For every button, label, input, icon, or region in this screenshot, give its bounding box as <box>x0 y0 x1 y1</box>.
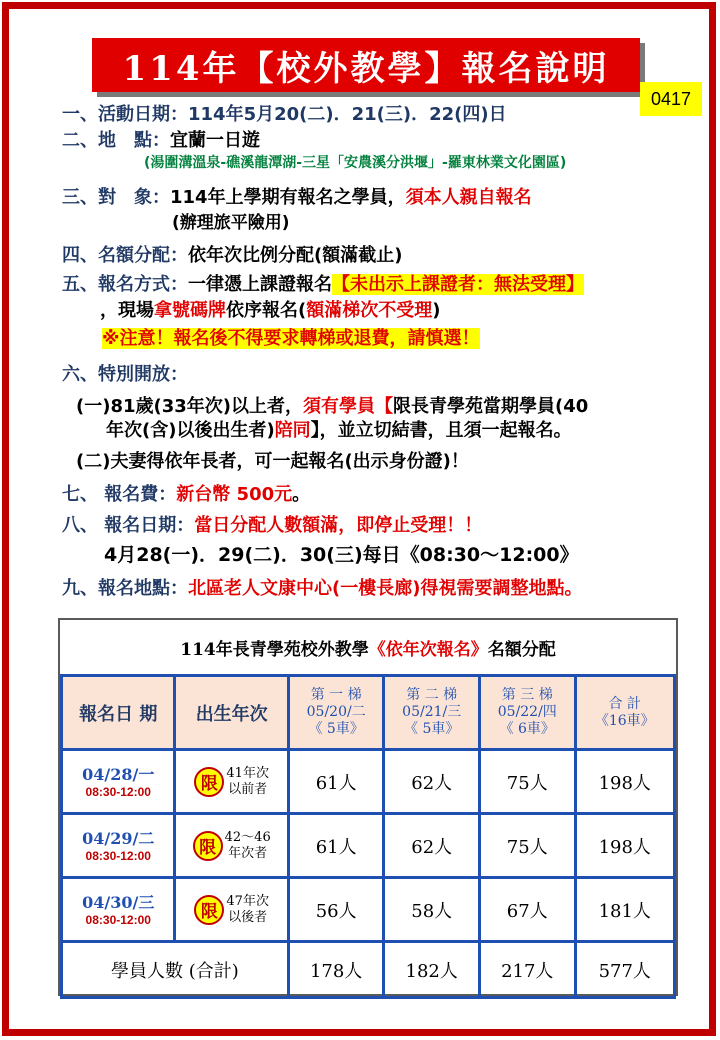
header-batch-1: 第 一 梯 05/20/二 《 5車》 <box>288 676 384 750</box>
row-birth-cell: 限 41年次 以前者 <box>175 750 288 814</box>
row-batch-3-value: 67人 <box>479 878 575 942</box>
registration-method-line: 五、報名方式：一律憑上課證報名【未出示上課證者：無法受理】 <box>62 274 584 295</box>
limit-badge-icon: 限 <box>194 895 224 925</box>
header-batch-3: 第 三 梯 05/22/四 《 6車》 <box>479 676 575 750</box>
total-batch-3-value: 217人 <box>479 942 575 998</box>
fee-line: 七、 報名費：新台幣 500元。 <box>62 484 311 505</box>
limit-badge-icon: 限 <box>193 831 223 861</box>
total-row-label: 學員人數 (合計) <box>62 942 289 998</box>
registration-date-schedule: 4月28(一)．29(二)．30(三)每日《08:30～12:00》 <box>104 544 579 566</box>
limit-badge-icon: 限 <box>194 767 224 797</box>
quota-line: 四、名額分配：依年次比例分配(額滿截止) <box>62 245 403 266</box>
row-date-cell: 04/30/三 08:30-12:00 <box>62 878 175 942</box>
target-line: 三、對 象：114年上學期有報名之學員，須本人親自報名 <box>62 187 532 208</box>
row-batch-3-value: 75人 <box>479 750 575 814</box>
row-batch-2-value: 58人 <box>384 878 480 942</box>
table-total-row <box>62 942 675 998</box>
table-row <box>62 878 675 942</box>
row-date-cell: 04/28/一 08:30-12:00 <box>62 750 175 814</box>
row-batch-2-value: 62人 <box>384 750 480 814</box>
page-title: 114年【校外教學】報名說明 <box>92 38 640 92</box>
row-birth-cell: 限 42～46 年次者 <box>175 814 288 878</box>
row-date-cell: 04/29/二 08:30-12:00 <box>62 814 175 878</box>
table-row <box>62 750 675 814</box>
row-batch-1-value: 61人 <box>288 750 384 814</box>
location-itinerary: (湯圍溝溫泉-礁溪龍潭湖-三星「安農溪分洪堰」-羅東林業文化園區) <box>144 155 567 171</box>
quota-table <box>60 674 676 999</box>
row-batch-2-value: 62人 <box>384 814 480 878</box>
row-total-value: 198人 <box>575 750 674 814</box>
quota-table-container <box>58 618 678 996</box>
warning-note: ※注意！報名後不得要求轉梯或退費，請慎選！ <box>102 328 480 349</box>
document-code-badge: 0417 <box>640 82 702 116</box>
registration-date-line: 八、 報名日期：當日分配人數額滿，即停止受理！！ <box>62 515 483 536</box>
header-date: 報名日 期 <box>62 676 175 750</box>
total-batch-1-value: 178人 <box>288 942 384 998</box>
special-opening-heading: 六、特別開放： <box>62 364 188 385</box>
header-total: 合 計 《16車》 <box>575 676 674 750</box>
target-note: (辦理旅平險用) <box>172 213 290 233</box>
header-birth-year: 出生年次 <box>175 676 288 750</box>
special-opening-item-1-cont: 年次(含)以後出生者)陪同】，並立切結書，且須一起報名。 <box>106 420 572 441</box>
registration-method-line-2: ，現場拿號碼牌依序報名(額滿梯次不受理) <box>100 300 441 321</box>
table-row <box>62 814 675 878</box>
row-batch-3-value: 75人 <box>479 814 575 878</box>
location-line: 二、地 點：宜蘭一日遊 <box>62 130 260 151</box>
table-header-row <box>62 676 675 750</box>
special-opening-item-1: (一)81歲(33年次)以上者，須有學員【限長青學苑當期學員(40 <box>76 396 589 417</box>
row-total-value: 181人 <box>575 878 674 942</box>
row-batch-1-value: 56人 <box>288 878 384 942</box>
row-total-value: 198人 <box>575 814 674 878</box>
registration-location-line: 九、報名地點：北區老人文康中心(一樓長廊)得視需要調整地點。 <box>62 578 583 599</box>
row-birth-cell: 限 47年次 以後者 <box>175 878 288 942</box>
row-batch-1-value: 61人 <box>288 814 384 878</box>
special-opening-item-2: (二)夫妻得依年長者，可一起報名(出示身份證)！ <box>76 451 469 472</box>
activity-date-line: 一、活動日期：114年5月20(二)．21(三)．22(四)日 <box>62 104 507 125</box>
header-batch-2: 第 二 梯 05/21/三 《 5車》 <box>384 676 480 750</box>
grand-total-value: 577人 <box>575 942 674 998</box>
total-batch-2-value: 182人 <box>384 942 480 998</box>
quota-table-caption: 114年長青學苑校外教學 《依年次報名》 名額分配 <box>180 639 556 660</box>
